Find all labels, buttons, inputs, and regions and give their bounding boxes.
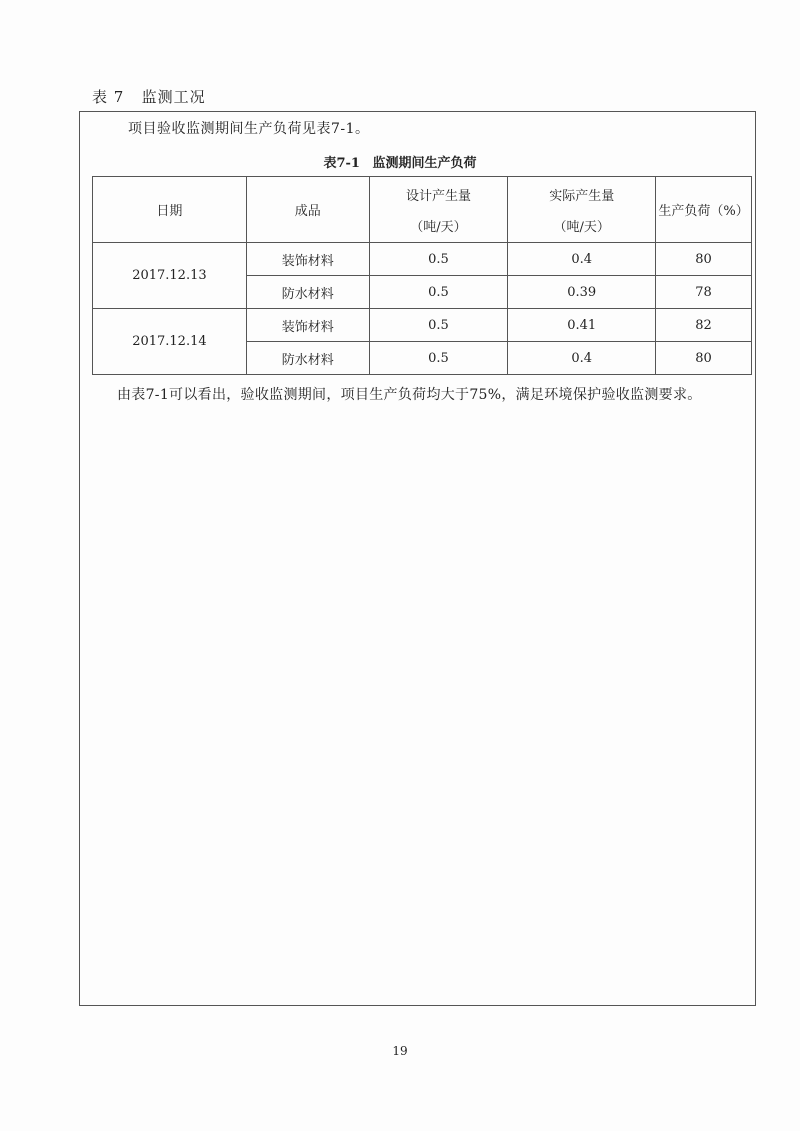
header-actual-unit: （吨/天） <box>553 219 610 235</box>
table-row <box>93 243 752 276</box>
header-actual-output <box>508 177 656 243</box>
cell-design: 0.5 <box>369 342 508 375</box>
table-caption-title: 监测期间生产负荷 <box>372 156 477 171</box>
page-number: 19 <box>392 1044 408 1058</box>
cell-load: 80 <box>656 243 752 276</box>
cell-load: 78 <box>656 276 752 309</box>
table-caption <box>0 152 800 171</box>
header-design-unit: （吨/天） <box>410 219 467 235</box>
header-load: 生产负荷（%） <box>656 177 752 243</box>
cell-design: 0.5 <box>369 243 508 276</box>
cell-actual: 0.4 <box>508 342 656 375</box>
cell-date: 2017.12.14 <box>93 309 247 375</box>
conclusion-text: 由表7-1可以看出，验收监测期间，项目生产负荷均大于75%，满足环境保护验收监测要求。 <box>117 387 702 403</box>
cell-design: 0.5 <box>369 276 508 309</box>
table-header-row <box>93 177 752 243</box>
section-heading: 监测工况 <box>141 88 206 106</box>
header-design-label: 设计产生量 <box>405 188 471 204</box>
cell-design: 0.5 <box>369 309 508 342</box>
intro-text: 项目验收监测期间生产负荷见表7-1。 <box>128 121 370 137</box>
cell-date: 2017.12.13 <box>93 243 247 309</box>
header-product: 成品 <box>246 177 369 243</box>
cell-load: 82 <box>656 309 752 342</box>
cell-product: 装饰材料 <box>246 243 369 276</box>
cell-actual: 0.4 <box>508 243 656 276</box>
table-caption-number: 表7-1 <box>323 156 360 171</box>
header-design-output <box>369 177 508 243</box>
header-actual-label: 实际产生量 <box>549 188 615 204</box>
cell-actual: 0.39 <box>508 276 656 309</box>
cell-product: 防水材料 <box>246 276 369 309</box>
production-load-table <box>92 176 752 375</box>
cell-product: 防水材料 <box>246 342 369 375</box>
cell-actual: 0.41 <box>508 309 656 342</box>
table-row <box>93 309 752 342</box>
cell-load: 80 <box>656 342 752 375</box>
header-date: 日期 <box>93 177 247 243</box>
section-label: 表 7 <box>92 88 125 106</box>
cell-product: 装饰材料 <box>246 309 369 342</box>
section-title <box>92 86 206 107</box>
